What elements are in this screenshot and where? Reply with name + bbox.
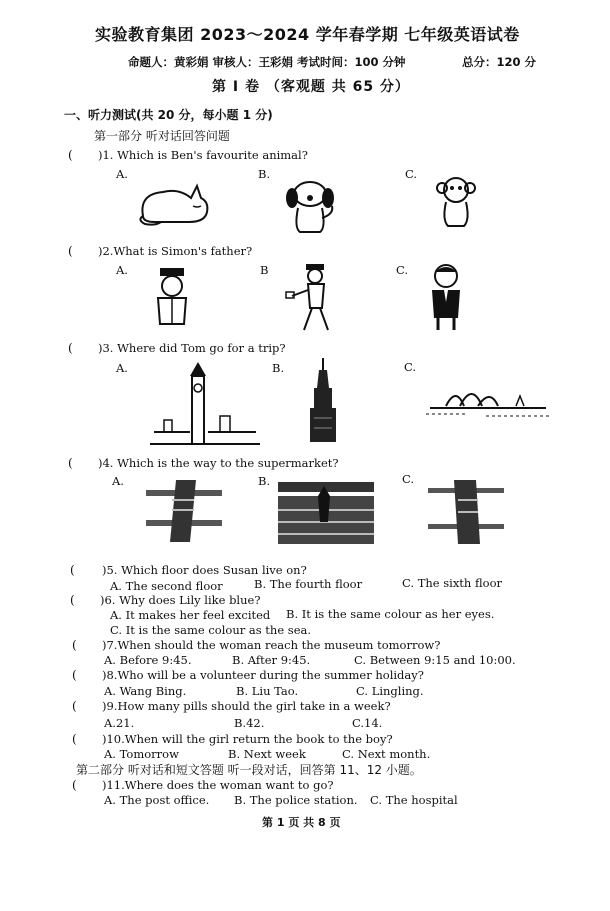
q7-option-a: A. Before 9:45. xyxy=(104,653,192,667)
q7-option-b: B. After 9:45. xyxy=(232,653,311,667)
q10-option-c: C. Next month. xyxy=(342,747,431,761)
crossing-road-b-icon xyxy=(278,482,374,544)
question-10-text: )10.When will the girl return the book to the boy? xyxy=(102,732,393,746)
q1-label-b: B. xyxy=(258,167,271,181)
policeman-icon xyxy=(150,266,194,330)
part1-heading: 第一部分 听对话回答问题 xyxy=(94,129,230,143)
question-7-text: )7.When should the woman reach the museum tomorrow? xyxy=(102,638,441,652)
answer-paren: ( xyxy=(72,778,77,792)
q6-option-c: C. It is the same colour as the sea. xyxy=(110,623,312,637)
q9-option-b: B.42. xyxy=(234,716,265,730)
answer-paren: ( xyxy=(68,244,73,258)
question-3-text: )3. Where did Tom go for a trip? xyxy=(98,341,286,355)
monkey-icon xyxy=(432,174,480,230)
volume-heading: 第 Ⅰ 卷 （客观题 共 65 分） xyxy=(212,79,410,95)
answer-paren: ( xyxy=(72,699,77,713)
question-5-text: )5. Which floor does Susan live on? xyxy=(102,563,307,577)
q2-label-b: B xyxy=(260,263,269,277)
dog-icon xyxy=(280,178,340,236)
empire-state-building-icon xyxy=(306,358,340,444)
question-11-text: )11.Where does the woman want to go? xyxy=(102,778,334,792)
q2-label-a: A. xyxy=(116,263,128,277)
exam-total-score: 总分：120 分 xyxy=(462,55,537,69)
q8-option-a: A. Wang Bing. xyxy=(104,684,187,698)
q9-option-a: A.21. xyxy=(104,716,135,730)
answer-paren: ( xyxy=(68,341,73,355)
exam-title: 实验教育集团 2023～2024 学年春学期 七年级英语试卷 xyxy=(95,25,520,44)
q4-label-a: A. xyxy=(112,474,124,488)
sydney-opera-house-icon xyxy=(426,378,556,420)
question-9-text: )9.How many pills should the girl take in a week? xyxy=(102,699,391,713)
answer-paren: ( xyxy=(70,593,75,607)
q7-option-c: C. Between 9:15 and 10:00. xyxy=(354,653,516,667)
section-listening-title: 一、听力测试(共 20 分，每小题 1 分) xyxy=(64,108,273,122)
q1-label-a: A. xyxy=(116,167,128,181)
q11-option-c: C. The hospital xyxy=(370,793,458,807)
q11-option-a: A. The post office. xyxy=(104,793,210,807)
q10-option-b: B. Next week xyxy=(228,747,306,761)
crossing-road-c-icon xyxy=(428,480,504,544)
q4-label-c: C. xyxy=(402,472,415,486)
answer-paren: ( xyxy=(68,456,73,470)
businessman-icon xyxy=(426,262,466,332)
crossing-road-a-icon xyxy=(146,480,222,542)
q3-label-c: C. xyxy=(404,360,417,374)
q8-option-b: B. Liu Tao. xyxy=(236,684,299,698)
question-4-text: )4. Which is the way to the supermarket? xyxy=(98,456,339,470)
question-1-text: )1. Which is Ben's favourite animal? xyxy=(98,148,308,162)
q11-option-b: B. The police station. xyxy=(234,793,358,807)
q1-label-c: C. xyxy=(405,167,418,181)
exam-setter-info: 命题人：黄彩娟 审核人：王彩娟 考试时间：100 分钟 xyxy=(128,55,406,69)
cat-icon xyxy=(135,176,215,228)
big-ben-icon xyxy=(150,362,260,448)
answer-paren: ( xyxy=(68,148,73,162)
postman-icon xyxy=(284,262,340,334)
question-6-text: )6. Why does Lily like blue? xyxy=(100,593,261,607)
q6-option-a: A. It makes her feel excited xyxy=(110,608,271,622)
answer-paren: ( xyxy=(72,668,77,682)
q3-label-b: B. xyxy=(272,361,285,375)
q6-option-b: B. It is the same colour as her eyes. xyxy=(286,607,495,621)
q4-label-b: B. xyxy=(258,474,271,488)
part2-heading: 第二部分 听对话和短文答题 听一段对话，回答第 11、12 小题。 xyxy=(76,763,422,777)
question-8-text: )8.Who will be a volunteer during the summer holiday? xyxy=(102,668,424,682)
answer-paren: ( xyxy=(72,732,77,746)
q5-option-b: B. The fourth floor xyxy=(254,577,363,591)
q5-option-a: A. The second floor xyxy=(110,579,223,593)
q10-option-a: A. Tomorrow xyxy=(104,747,179,761)
answer-paren: ( xyxy=(72,638,77,652)
page-number: 第 1 页 共 8 页 xyxy=(262,816,341,829)
answer-paren: ( xyxy=(70,563,75,577)
q9-option-c: C.14. xyxy=(352,716,383,730)
question-2-text: )2.What is Simon's father? xyxy=(98,244,253,258)
q2-label-c: C. xyxy=(396,263,409,277)
q3-label-a: A. xyxy=(116,361,128,375)
q5-option-c: C. The sixth floor xyxy=(402,576,503,590)
q8-option-c: C. Lingling. xyxy=(356,684,424,698)
